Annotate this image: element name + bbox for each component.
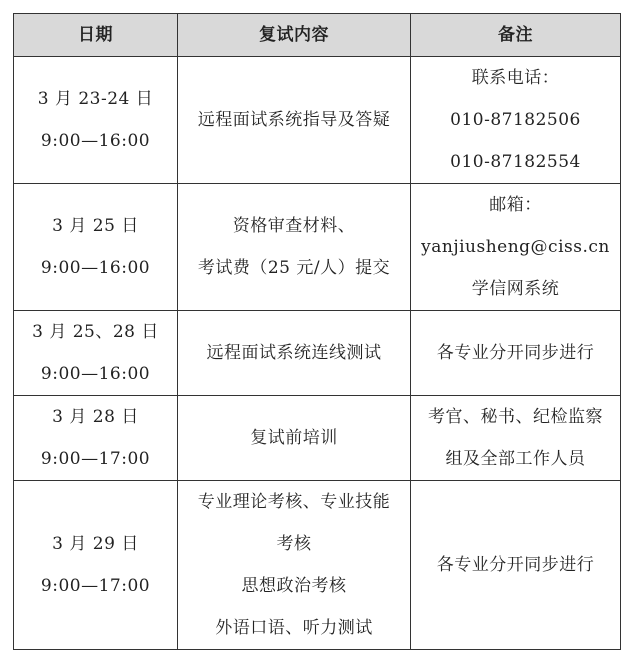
time-text: 9:00—17:00: [40, 449, 151, 469]
note-cell: [411, 481, 621, 650]
note-text: 010-87182554: [450, 152, 581, 172]
content-text: 考试费（25 元/人）提交: [197, 258, 391, 278]
content-cell: [178, 184, 411, 311]
note-text: 组及全部工作人员: [445, 449, 586, 469]
note-text: 学信网系统: [471, 279, 560, 299]
time-text: 9:00—16:00: [40, 131, 151, 151]
content-text: 资格审查材料、: [232, 216, 356, 236]
note-text: 联系电话：: [471, 68, 560, 88]
note-text: 各专业分开同步进行: [436, 343, 595, 363]
time-text: 9:00—17:00: [40, 576, 151, 596]
content-text: 外语口语、听力测试: [215, 618, 373, 638]
time-text: 9:00—16:00: [40, 364, 151, 384]
table-header-row: [14, 14, 621, 57]
date-cell: [14, 184, 178, 311]
content-cell: [178, 57, 411, 184]
content-text: 远程面试系统连线测试: [206, 343, 382, 363]
header-content: 复试内容: [178, 14, 411, 57]
date-text: 3 月 23-24 日: [37, 89, 154, 109]
note-cell: [411, 396, 621, 481]
note-text: 考官、秘书、纪检监察: [428, 407, 603, 427]
email-text: yanjiusheng@ciss.cn: [421, 237, 610, 257]
date-cell: [14, 396, 178, 481]
note-text: 邮箱：: [489, 195, 542, 215]
content-text: 考核: [276, 534, 312, 554]
header-note: 备注: [411, 14, 621, 57]
time-text: 9:00—16:00: [40, 258, 151, 278]
note-cell: [411, 311, 621, 396]
table-row: [14, 311, 621, 396]
note-text: 010-87182506: [450, 110, 581, 130]
content-text: 复试前培训: [250, 428, 338, 448]
content-text: 专业理论考核、专业技能: [197, 492, 391, 512]
content-text: 思想政治考核: [241, 576, 347, 596]
content-cell: [178, 396, 411, 481]
note-cell: [411, 184, 621, 311]
table-row: [14, 481, 621, 650]
table-row: [14, 184, 621, 311]
date-cell: [14, 57, 178, 184]
note-text: 各专业分开同步进行: [436, 555, 595, 575]
date-text: 3 月 29 日: [52, 534, 139, 554]
table-row: [14, 396, 621, 481]
date-text: 3 月 25、28 日: [32, 322, 159, 342]
content-cell: [178, 311, 411, 396]
table-row: [14, 57, 621, 184]
date-text: 3 月 25 日: [52, 216, 139, 236]
date-text: 3 月 28 日: [52, 407, 139, 427]
date-cell: [14, 481, 178, 650]
content-text: 远程面试系统指导及答疑: [197, 110, 391, 130]
content-cell: [178, 481, 411, 650]
header-date: 日期: [14, 14, 178, 57]
schedule-table: [13, 13, 621, 650]
date-cell: [14, 311, 178, 396]
note-cell: [411, 57, 621, 184]
